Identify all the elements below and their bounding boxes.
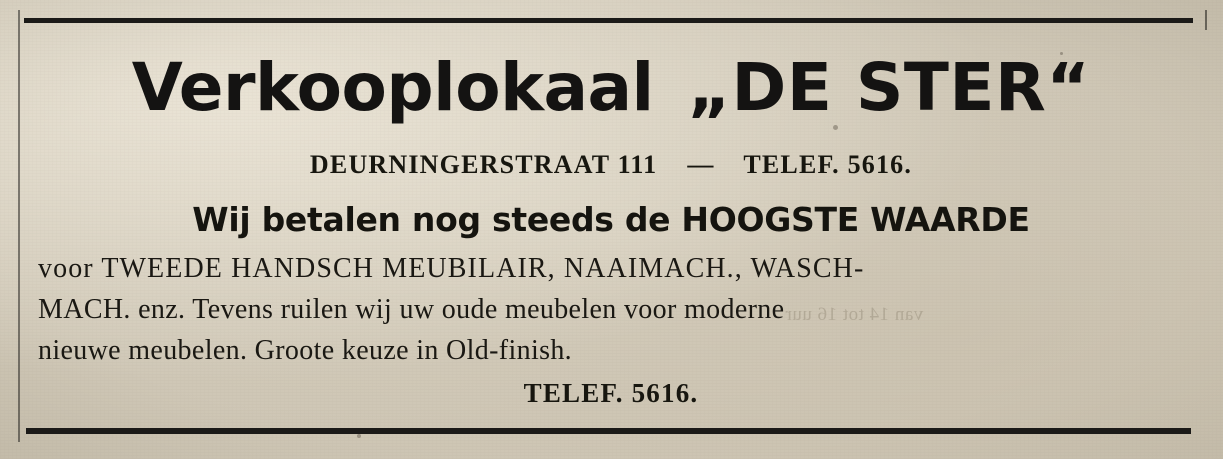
ad-subheadline: Wij betalen nog steeds de HOOGSTE WAARDE — [192, 200, 1030, 239]
phone-number-footer: TELEF. 5616. — [523, 378, 699, 408]
body-line: voor TWEEDE HANDSCH MEUBILAIR, NAAIMACH., WASCH- — [38, 253, 865, 284]
ad-headline — [36, 49, 1186, 126]
top-divider-rule — [24, 18, 1193, 23]
phone-number-top: TELEF. 5616. — [743, 150, 913, 179]
bottom-divider-rule — [26, 428, 1191, 434]
ad-body-text — [38, 248, 1184, 371]
headline-shop-name: „DE STER“ — [687, 49, 1091, 126]
left-border-rule — [18, 10, 20, 442]
headline-business-word: Verkooplokaal — [131, 49, 654, 126]
ad-address-line — [36, 150, 1186, 180]
street-address: DEURNINGERSTRAAT 111 — [309, 150, 658, 179]
right-corner-tick — [1205, 10, 1207, 30]
bleed-through-text: van 14 tot 16 uur — [785, 304, 924, 325]
advertisement-block — [24, 10, 1199, 442]
body-line: MACH. enz. Tevens ruilen wij uw oude meubelen voor moderne — [38, 294, 785, 325]
address-separator-dash: — — [687, 150, 714, 179]
body-line: nieuwe meubelen. Groote keuze in Old-finish. — [38, 335, 573, 366]
